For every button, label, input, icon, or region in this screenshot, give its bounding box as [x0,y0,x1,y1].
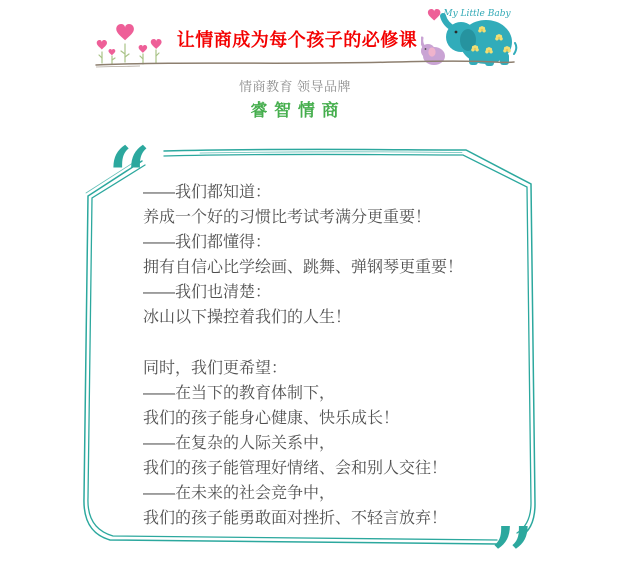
quote-line: 拥有自信心比学绘画、跳舞、弹钢琴更重要！ [143,259,464,276]
open-quote-icon: “ [104,128,152,235]
elephant-heart-icon [428,9,441,21]
quote-line: ——我们都知道： [143,184,272,201]
quote-box [143,180,543,531]
quote-paragraph-1 [143,180,543,330]
page-title: 让情商成为每个孩子的必修课 [176,30,418,50]
close-quote-icon: ” [488,508,536,564]
quote-line: 我们的孩子能勇敢面对挫折、不轻言放弃！ [143,510,448,527]
elephant-caption: My Little Baby [443,9,511,19]
quote-line: ——我们也清楚： [143,284,272,301]
quote-line: ——在当下的教育体制下， [143,385,336,402]
quote-line: ——在未来的社会竞争中， [143,485,336,502]
brand-title: 睿 智 情 商 [250,101,340,120]
quote-line: 我们的孩子能身心健康、快乐成长！ [143,410,400,427]
quote-line: 冰山以下操控着我们的人生！ [143,309,352,326]
quote-line: 我们的孩子能管理好情绪、会和别人交往！ [143,460,448,477]
quote-paragraph-2 [143,356,543,531]
quote-line: 养成一个好的习惯比考试考满分更重要！ [143,209,432,226]
header-subtitle: 情商教育 领导品牌 [238,79,352,94]
header-underline [94,57,516,69]
quote-line: ——我们都懂得： [143,234,272,251]
quote-line: 同时，我们更希望： [143,360,288,377]
quote-line: ——在复杂的人际关系中， [143,435,336,452]
